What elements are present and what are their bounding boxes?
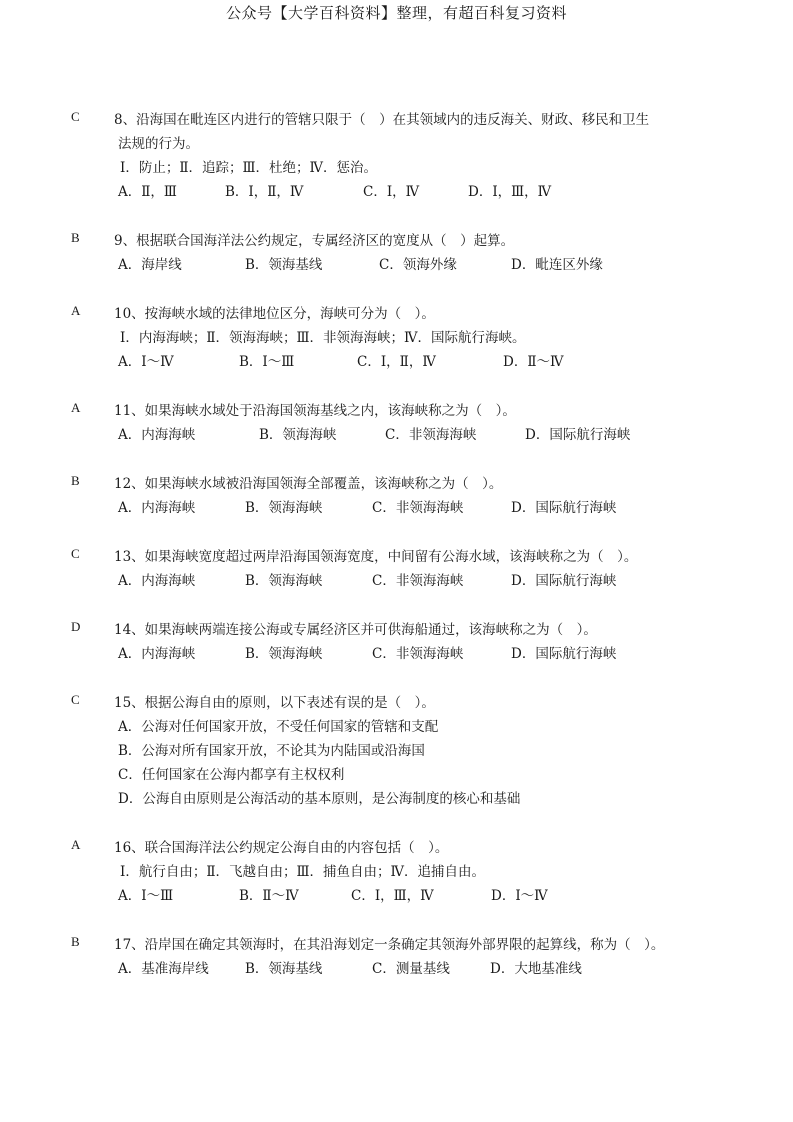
options-row — [0, 180, 793, 204]
question-stem: 12、如果海峡水域被沿海国领海全部覆盖，该海峡称之为（ ）。 — [114, 476, 503, 492]
answer-key: B — [71, 934, 80, 949]
answer-key: C — [71, 546, 80, 561]
question-14 — [0, 618, 793, 666]
question-17 — [0, 933, 793, 981]
answer-key: A — [71, 837, 81, 852]
question-11 — [0, 399, 793, 447]
option-c: C．任何国家在公海内都享有主权权利 — [118, 767, 345, 783]
answer-key: B — [71, 230, 80, 245]
question-stem: 14、如果海峡两端连接公海或专属经济区并可供海船通过，该海峡称之为（ ）。 — [114, 622, 597, 638]
option-a: A．Ⅱ，Ⅲ — [118, 184, 177, 200]
options-row — [0, 350, 793, 374]
question-10 — [0, 302, 793, 374]
question-stem: 13、如果海峡宽度超过两岸沿海国领海宽度，中间留有公海水域，该海峡称之为（ ）。 — [114, 549, 638, 565]
option-d: D．Ⅱ～Ⅳ — [503, 354, 564, 370]
question-stem: 8、沿海国在毗连区内进行的管辖只限于（ ）在其领域内的违反海关、财政、移民和卫生 — [114, 112, 650, 128]
question-stem: 11、如果海峡水域处于沿海国领海基线之内，该海峡称之为（ ）。 — [114, 403, 516, 419]
option-d: D．国际航行海峡 — [511, 646, 617, 662]
option-a: A．公海对任何国家开放，不受任何国家的管辖和支配 — [118, 719, 439, 735]
question-list — [0, 108, 793, 1006]
roman-items: Ⅰ．内海海峡；Ⅱ．领海海峡；Ⅲ．非领海海峡；Ⅳ．国际航行海峡。 — [120, 330, 526, 346]
question-12 — [0, 472, 793, 520]
option-a: A．基准海岸线 — [118, 961, 209, 977]
question-16 — [0, 836, 793, 908]
roman-items: Ⅰ．航行自由；Ⅱ．飞越自由；Ⅲ．捕鱼自由；Ⅳ．追捕自由。 — [120, 864, 486, 880]
option-d: D．国际航行海峡 — [511, 500, 617, 516]
answer-key: C — [71, 692, 80, 707]
option-b: B．Ⅰ～Ⅲ — [239, 354, 295, 370]
option-c: C．Ⅰ，Ⅲ，Ⅳ — [351, 888, 434, 904]
option-c: C．Ⅰ，Ⅱ，Ⅳ — [357, 354, 436, 370]
answer-key: A — [71, 400, 81, 415]
option-c: C．测量基线 — [372, 961, 450, 977]
option-c: C．非领海海峡 — [385, 427, 477, 443]
option-b: B．领海基线 — [245, 257, 323, 273]
option-c: C．非领海海峡 — [372, 646, 464, 662]
options-row — [0, 569, 793, 593]
option-b: B．Ⅰ，Ⅱ，Ⅳ — [225, 184, 304, 200]
option-a: A．内海海峡 — [118, 646, 196, 662]
option-d: D．国际航行海峡 — [525, 427, 631, 443]
option-c: C．领海外缘 — [379, 257, 457, 273]
option-b: B．领海海峡 — [245, 646, 323, 662]
option-a: A．内海海峡 — [118, 573, 196, 589]
option-b: B．领海基线 — [245, 961, 323, 977]
question-15 — [0, 691, 793, 811]
question-stem: 15、根据公海自由的原则，以下表述有误的是（ ）。 — [114, 695, 435, 711]
option-a: A．内海海峡 — [118, 427, 196, 443]
question-stem: 17、沿岸国在确定其领海时，在其沿海划定一条确定其领海外部界限的起算线，称为（ ）。 — [114, 937, 665, 953]
option-b: B．领海海峡 — [259, 427, 337, 443]
option-d: D．国际航行海峡 — [511, 573, 617, 589]
option-b: B．公海对所有国家开放，不论其为内陆国或沿海国 — [118, 743, 425, 759]
option-b: B．Ⅱ～Ⅳ — [239, 888, 299, 904]
options-row — [0, 253, 793, 277]
question-13 — [0, 545, 793, 593]
answer-key: C — [71, 109, 80, 124]
question-stem-continued: 法规的行为。 — [118, 136, 199, 152]
option-c: C．非领海海峡 — [372, 573, 464, 589]
answer-key: B — [71, 473, 80, 488]
option-a: A．内海海峡 — [118, 500, 196, 516]
option-a: A．Ⅰ～Ⅳ — [118, 354, 174, 370]
option-b: B．领海海峡 — [245, 500, 323, 516]
option-d: D．Ⅰ，Ⅲ，Ⅳ — [468, 184, 552, 200]
option-c: C．Ⅰ，Ⅳ — [363, 184, 420, 200]
options-row — [0, 496, 793, 520]
option-a: A．Ⅰ～Ⅲ — [118, 888, 174, 904]
question-9 — [0, 229, 793, 277]
options-row — [0, 642, 793, 666]
question-8 — [0, 108, 793, 204]
question-stem: 9、根据联合国海洋法公约规定，专属经济区的宽度从（ ）起算。 — [114, 233, 515, 249]
answer-key: D — [71, 619, 81, 634]
options-row — [0, 423, 793, 447]
options-row — [0, 957, 793, 981]
answer-key: A — [71, 303, 81, 318]
option-c: C．非领海海峡 — [372, 500, 464, 516]
option-d: D．毗连区外缘 — [511, 257, 603, 273]
roman-items: Ⅰ．防止；Ⅱ．追踪；Ⅲ．杜绝；Ⅳ．惩治。 — [120, 160, 378, 176]
page-header: 公众号【大学百科资料】整理，有超百科复习资料 — [225, 4, 567, 22]
question-stem: 10、按海峡水域的法律地位区分，海峡可分为（ ）。 — [114, 306, 435, 322]
option-a: A．海岸线 — [118, 257, 182, 273]
question-stem: 16、联合国海洋法公约规定公海自由的内容包括（ ）。 — [114, 840, 449, 856]
option-d: D．公海自由原则是公海活动的基本原则，是公海制度的核心和基础 — [118, 791, 521, 807]
option-d: D．大地基准线 — [490, 961, 582, 977]
options-row — [0, 884, 793, 908]
option-b: B．领海海峡 — [245, 573, 323, 589]
option-d: D．Ⅰ～Ⅳ — [491, 888, 548, 904]
